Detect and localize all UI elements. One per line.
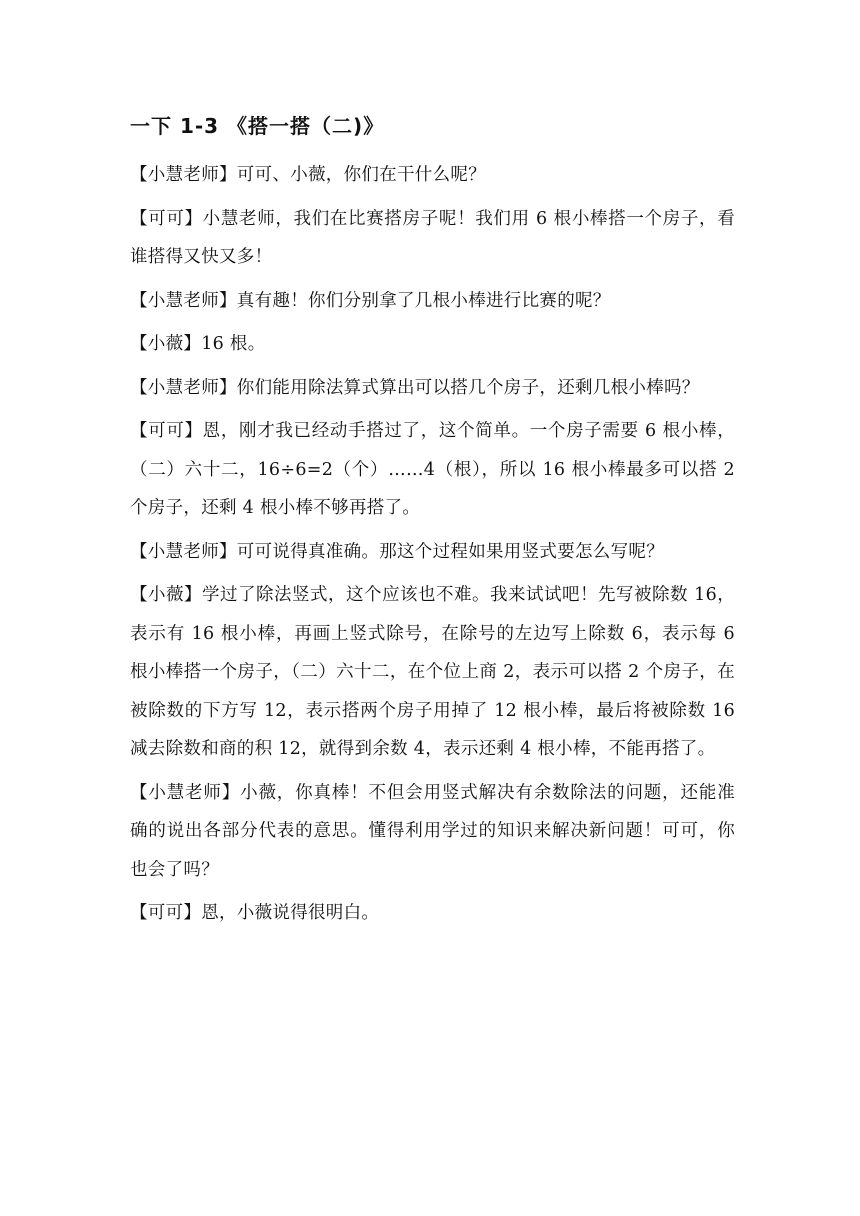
dialogue-paragraph: 【小慧老师】可可说得真准确。那这个过程如果用竖式要怎么写呢？	[130, 541, 664, 562]
dialogue-paragraph: 【小慧老师】你们能用除法算式算出可以搭几个房子，还剩几根小棒吗？	[130, 377, 700, 398]
dialogue-paragraph: 【小慧老师】小薇，你真棒！不但会用竖式解决有余数除法的问题，还能准确的说出各部分代表的意思。懂得利用学过的知识来解决新问题！可可，你也会了吗？	[130, 782, 735, 880]
dialogue-paragraph: 【小慧老师】可可、小薇，你们在干什么呢？	[130, 165, 486, 185]
dialogue-paragraph: 【小薇】16 根。	[130, 334, 266, 354]
dialogue-paragraph: 【可可】恩，小薇说得很明白。	[130, 903, 380, 923]
document-page	[130, 112, 735, 938]
dialogue-paragraph: 【可可】恩，刚才我已经动手搭过了，这个简单。一个房子需要 6 根小棒，（二）六十二，16÷6=2（个）……4（根），所以 16 根小棒最多可以搭 2 个房子，还剩 4 根小棒不够再搭了。	[130, 421, 735, 518]
dialogue-paragraph: 【可可】小慧老师，我们在比赛搭房子呢！我们用 6 根小棒搭一个房子，看谁搭得又快又多！	[130, 208, 735, 267]
dialogue-paragraph: 【小慧老师】真有趣！你们分别拿了几根小棒进行比赛的呢？	[130, 290, 611, 311]
dialogue-paragraph: 【小薇】学过了除法竖式，这个应该也不难。我来试试吧！先写被除数 16，表示有 16 根小棒，再画上竖式除号，在除号的左边写上除数 6，表示每 6 根小棒搭一个房子，（二）六十二，在个位上商 2，表示可以搭 2 个房子，在被除数的下方写 12，表示搭两个房子用掉了 12 根小棒，最后将被除数 16 减去除数和商的积 12，就得到余数 4，表示还剩 4 根小棒，不能再搭了。	[130, 585, 735, 759]
document-title: 一下 1-3 《搭一搭（二)》	[130, 114, 385, 138]
